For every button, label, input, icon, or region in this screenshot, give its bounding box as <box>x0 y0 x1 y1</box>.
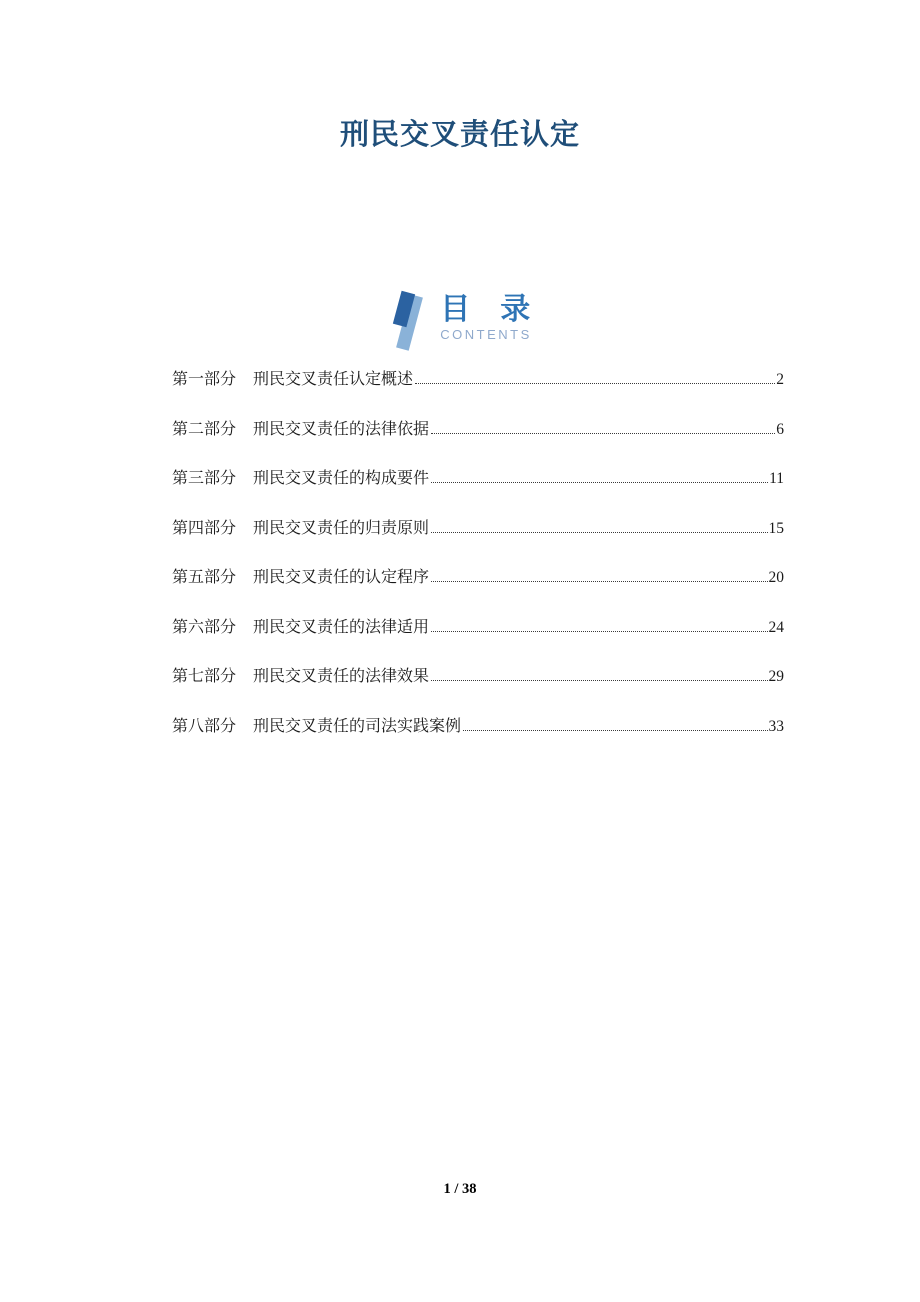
toc-heading: 目 录 <box>440 293 531 326</box>
page-number-footer: 1 / 38 <box>443 1181 477 1197</box>
toc-brush-stroke-icon <box>388 291 432 353</box>
dot-leader <box>431 532 767 533</box>
toc-entry-part: 第六部分 <box>172 618 237 636</box>
toc-entry-page: 29 <box>768 668 784 685</box>
dot-leader <box>431 433 775 434</box>
toc-entry-2[interactable] <box>172 416 784 438</box>
toc-entry-part: 第一部分 <box>172 371 237 388</box>
toc-entry-title: 刑民交叉责任的法律适用 <box>253 618 430 636</box>
toc-entry-title: 刑民交叉责任的认定程序 <box>253 569 430 586</box>
toc-entry-1[interactable] <box>172 366 784 388</box>
toc-entry-part: 第五部分 <box>172 569 237 586</box>
toc-entry-page: 24 <box>768 618 784 636</box>
document-title: 刑民交叉责任认定 <box>339 119 580 151</box>
toc-header-inner <box>388 291 532 353</box>
toc-entry-page: 15 <box>768 519 784 537</box>
toc-entry-page: 20 <box>768 569 784 586</box>
toc-entry-title: 刑民交叉责任的归责原则 <box>253 519 430 537</box>
toc-entry-part: 第三部分 <box>172 470 237 487</box>
toc-entry-title: 刑民交叉责任的法律依据 <box>253 420 430 438</box>
dot-leader <box>415 383 775 384</box>
dot-leader <box>431 581 767 582</box>
toc-entry-title: 刑民交叉责任的构成要件 <box>253 470 430 487</box>
toc-entry-part: 第四部分 <box>172 519 237 537</box>
toc-entry-3[interactable] <box>172 465 784 487</box>
toc-entry-5[interactable] <box>172 564 784 586</box>
toc-entry-4[interactable] <box>172 515 784 537</box>
toc-entry-page: 6 <box>776 420 784 438</box>
toc-heading-block <box>440 294 532 342</box>
toc-entry-title: 刑民交叉责任的法律效果 <box>253 668 430 685</box>
toc-entry-part: 第二部分 <box>172 420 237 438</box>
dot-leader <box>431 631 767 632</box>
dot-leader <box>431 680 767 681</box>
toc-entry-page: 33 <box>768 717 784 735</box>
toc-entry-7[interactable] <box>172 663 784 685</box>
toc-entry-part: 第七部分 <box>172 668 237 685</box>
toc-entry-title: 刑民交叉责任的司法实践案例 <box>253 717 462 735</box>
toc-entry-page: 2 <box>776 371 784 388</box>
dot-leader <box>463 730 767 731</box>
toc-header <box>0 291 920 353</box>
toc-entry-8[interactable] <box>172 713 784 735</box>
dot-leader <box>431 482 768 483</box>
toc-entry-page: 11 <box>769 470 784 487</box>
toc-subheading: CONTENTS <box>440 327 532 342</box>
toc-list <box>172 366 784 762</box>
toc-entry-6[interactable] <box>172 614 784 636</box>
toc-entry-part: 第八部分 <box>172 717 237 735</box>
toc-entry-title: 刑民交叉责任认定概述 <box>253 371 414 388</box>
